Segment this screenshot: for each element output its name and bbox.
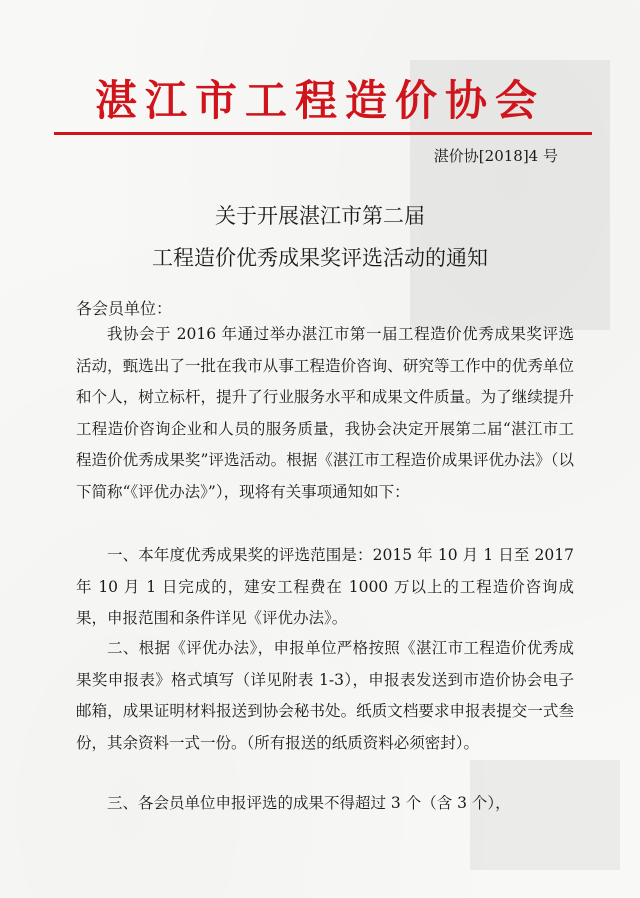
salutation: 各会员单位： [76,299,173,318]
body-paragraph-item-3: 三、各会员单位申报评选的成果不得超过 3 个（含 3 个）， [107,794,511,812]
document-title-line-2: 工程造价优秀成果奖评选活动的通知 [152,246,488,270]
body-paragraph-item-2: 二、根据《评优办法》，申报单位严格按照《湛江市工程造价优秀成果奖申报表》格式填写（详见附表 1-3），申报表发送到市造价协会电子邮箱，成果证明材料报送到协会秘书处。纸质文档要求申报表提交一式叁份，其余资料一式一份。（所有报送的纸质资料必须密封）。 [76,639,574,752]
body-paragraph-intro: 我协会于 2016 年通过举办湛江市第一届工程造价优秀成果奖评选活动，甄选出了一批在我市从事工程造价咨询、研究等工作中的优秀单位和个人，树立标杆，提升了行业服务水平和成果文件质量。为了继续提升工程造价咨询企业和人员的服务质量，我协会决定开展第二届“湛江市工程造价优秀成果奖”评选活动。根据《湛江市工程造价成果评优办法》（以下简称“《评优办法》”），现将有关事项通知如下： [76,325,574,501]
letterhead-red-rule [54,132,592,135]
document-number: 湛价协[2018]4 号 [433,147,558,165]
document-title-line-1: 关于开展湛江市第二届 [215,204,425,228]
body-paragraph-item-1: 一、本年度优秀成果奖的评选范围是：2015 年 10 月 1 日至 2017 年 10 月 1 日完成的，建安工程费在 1000 万以上的工程造价咨询成果，申报范围和条件详见《评优办法》。 [76,546,574,628]
letterhead-org-name: 湛江市工程造价协会 [94,76,545,125]
